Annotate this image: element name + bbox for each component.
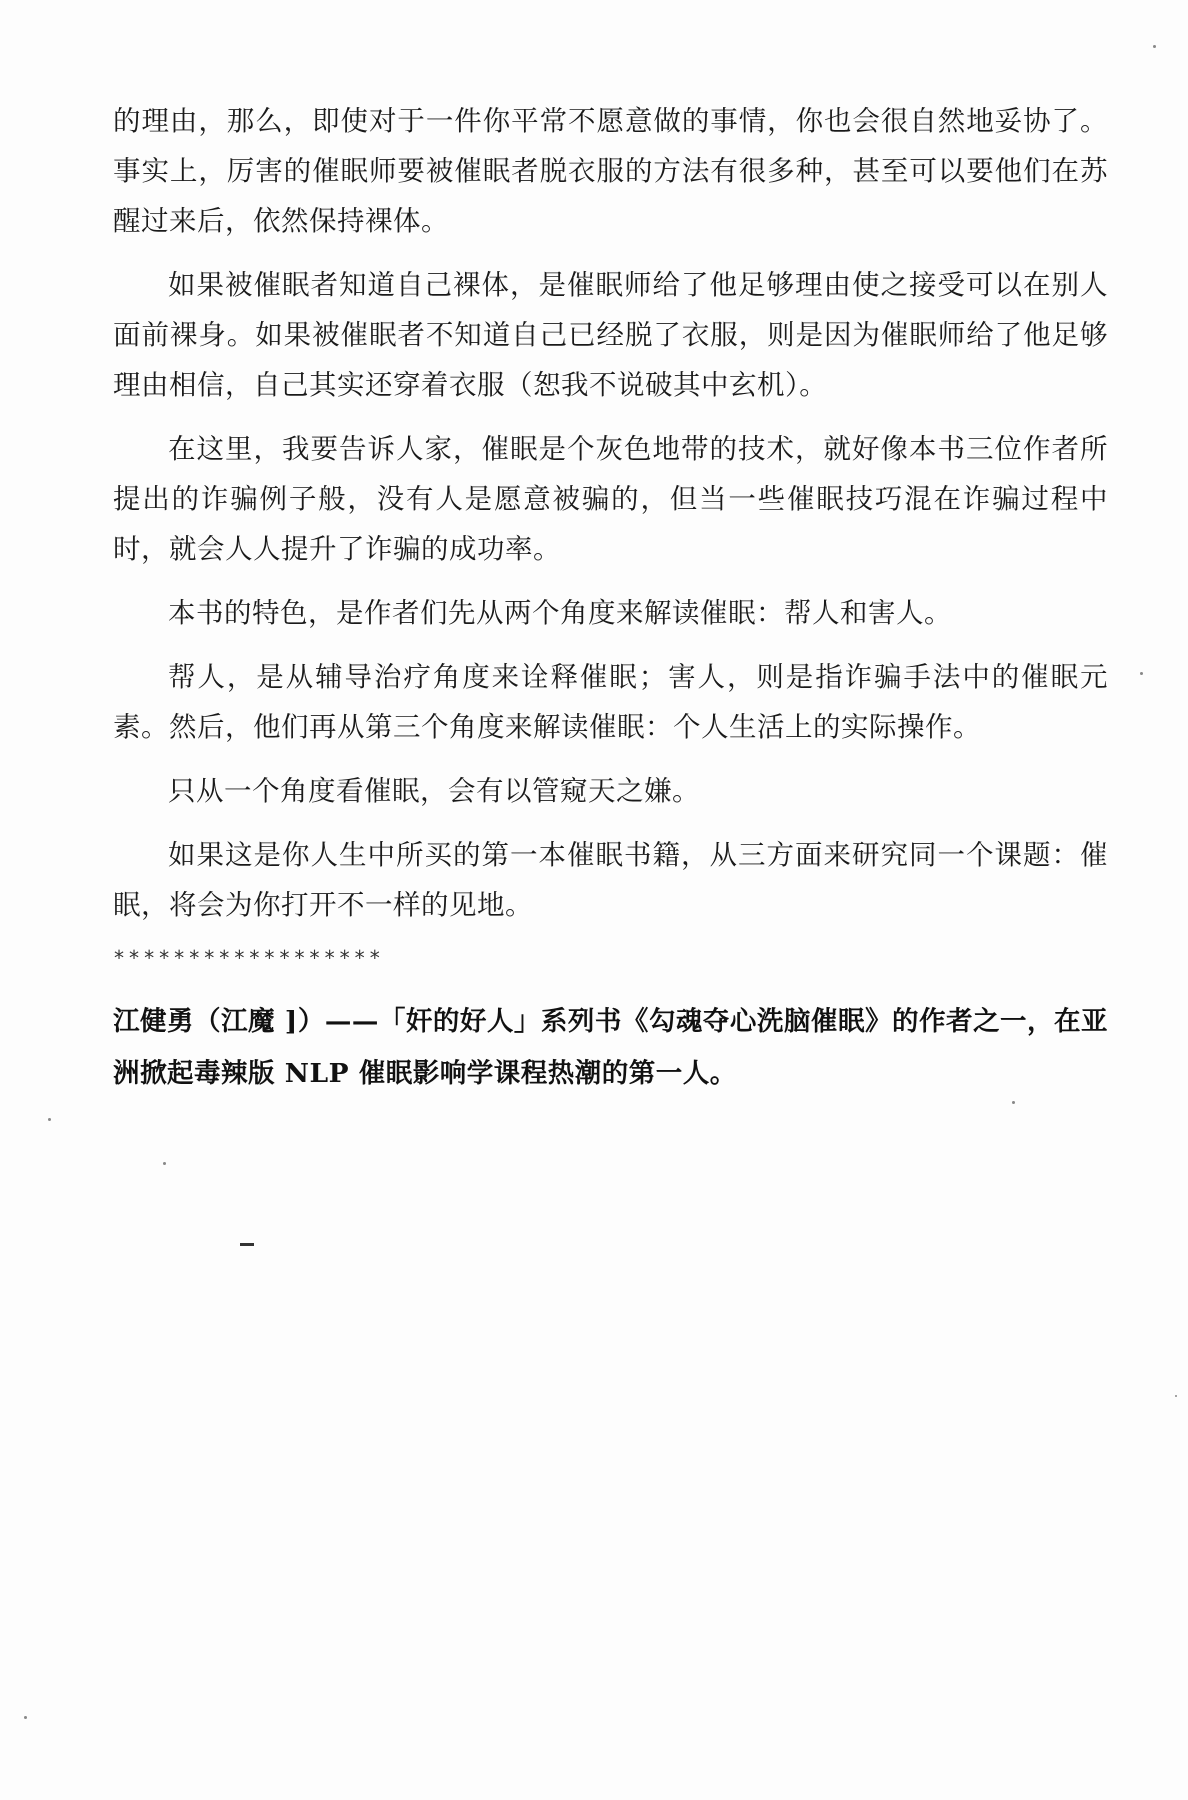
scan-mark: [240, 1243, 254, 1246]
paragraph-6: 只从一个角度看催眠，会有以管窥天之嫌。: [168, 775, 700, 807]
paragraph-7: 如果这是你人生中所买的第一本催眠书籍，从三方面来研究同一个课题：催眠，将会为你打开不一样的见地。: [113, 839, 1108, 921]
paragraph-5: 帮人，是从辅导治疗角度来诠释催眠；害人，则是指诈骗手法中的催眠元素。然后，他们再从第三个角度来解读催眠：个人生活上的实际操作。: [113, 661, 1108, 743]
author-bio: 江健勇（江魔 ]）——「奸的好人」系列书《勾魂夺心洗脑催眠》的作者之一，在亚洲掀起毒辣版 NLP 催眠影响学课程热潮的第一人。: [113, 1006, 1108, 1089]
section-separator: ******************: [113, 946, 384, 970]
paragraph-4: 本书的特色，是作者们先从两个角度来解读催眠：帮人和害人。: [168, 597, 952, 629]
scan-speck: [1012, 1101, 1015, 1104]
scan-speck: [48, 1118, 51, 1121]
scan-speck: [1175, 1395, 1177, 1397]
scan-speck: [1153, 45, 1156, 48]
scan-speck: [163, 1162, 166, 1165]
paragraph-2: 如果被催眠者知道自己裸体，是催眠师给了他足够理由使之接受可以在别人面前裸身。如果被催眠者不知道自己已经脱了衣服，则是因为催眠师给了他足够理由相信，自己其实还穿着衣服（恕我不说破其中玄机）。: [113, 269, 1108, 401]
body-text: [113, 96, 1108, 1100]
scan-speck: [24, 1716, 27, 1719]
paragraph-3: 在这里，我要告诉人家，催眠是个灰色地带的技术，就好像本书三位作者所提出的诈骗例子般，没有人是愿意被骗的，但当一些催眠技巧混在诈骗过程中时，就会人人提升了诈骗的成功率。: [113, 433, 1108, 565]
scan-speck: [1140, 672, 1143, 675]
paragraph-1: 的理由，那么，即使对于一件你平常不愿意做的事情，你也会很自然地妥协了。事实上，厉害的催眠师要被催眠者脱衣服的方法有很多种，甚至可以要他们在苏醒过来后，依然保持裸体。: [113, 105, 1108, 237]
